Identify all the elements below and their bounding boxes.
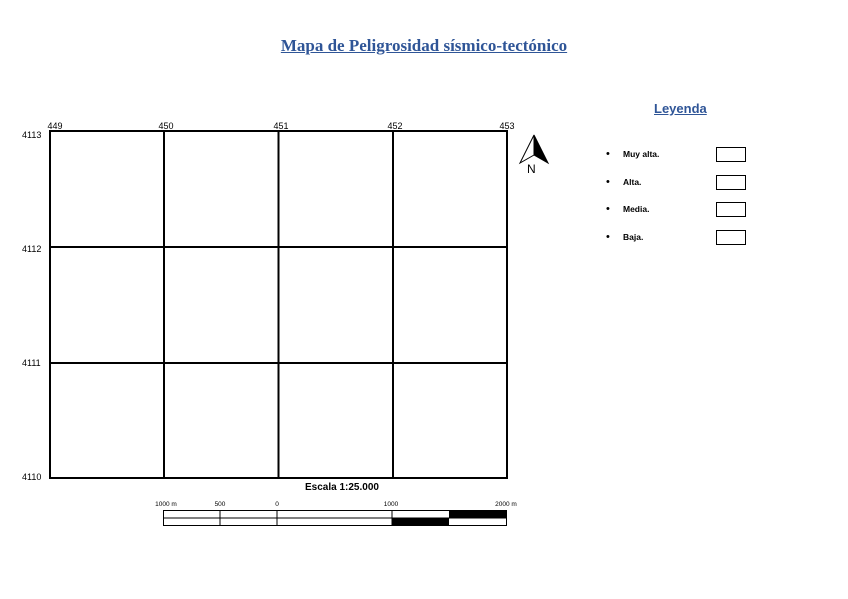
- y-tick-label: 4111: [22, 358, 41, 368]
- legend-item-label: Media.: [623, 204, 650, 214]
- x-tick-label: 449: [47, 121, 63, 131]
- y-tick-label: 4112: [22, 244, 42, 254]
- x-tick-label: 450: [158, 121, 174, 131]
- legend-item: [606, 230, 756, 245]
- legend-swatch: [716, 202, 746, 217]
- legend-item: [606, 202, 756, 217]
- scale-segment-filled: [392, 518, 449, 526]
- scale-title: Escala 1:25.000: [305, 482, 379, 493]
- x-tick-label: 452: [387, 121, 403, 131]
- scale-label: 500: [214, 501, 226, 508]
- y-tick-label: 4110: [22, 472, 42, 482]
- x-tick-label: 451: [273, 121, 289, 131]
- legend-item-label: Baja.: [623, 232, 644, 242]
- bullet-icon: •: [606, 148, 610, 160]
- scale-label: 2000 m: [495, 501, 517, 508]
- scale-label: 1000: [383, 501, 399, 508]
- legend-item-label: Alta.: [623, 177, 642, 187]
- legend-swatch: [716, 230, 746, 245]
- bullet-icon: •: [606, 203, 610, 215]
- legend-item: [606, 147, 756, 162]
- legend-item: [606, 175, 756, 190]
- bullet-icon: •: [606, 231, 610, 243]
- map-grid: [49, 130, 508, 479]
- scale-segment-filled: [449, 510, 507, 518]
- scale-label: 0: [275, 501, 279, 508]
- scale-bar: [163, 510, 507, 526]
- x-tick-label: 453: [499, 121, 515, 131]
- y-tick-label: 4113: [22, 130, 42, 140]
- map-title: Mapa de Peligrosidad sísmico-tectónico: [280, 36, 568, 55]
- scale-label: 1000 m: [155, 501, 177, 508]
- legend-title: Leyenda: [654, 101, 707, 116]
- bullet-icon: •: [606, 176, 610, 188]
- legend-item-label: Muy alta.: [623, 149, 660, 159]
- legend-swatch: [716, 175, 746, 190]
- north-label: N: [527, 162, 536, 176]
- legend-swatch: [716, 147, 746, 162]
